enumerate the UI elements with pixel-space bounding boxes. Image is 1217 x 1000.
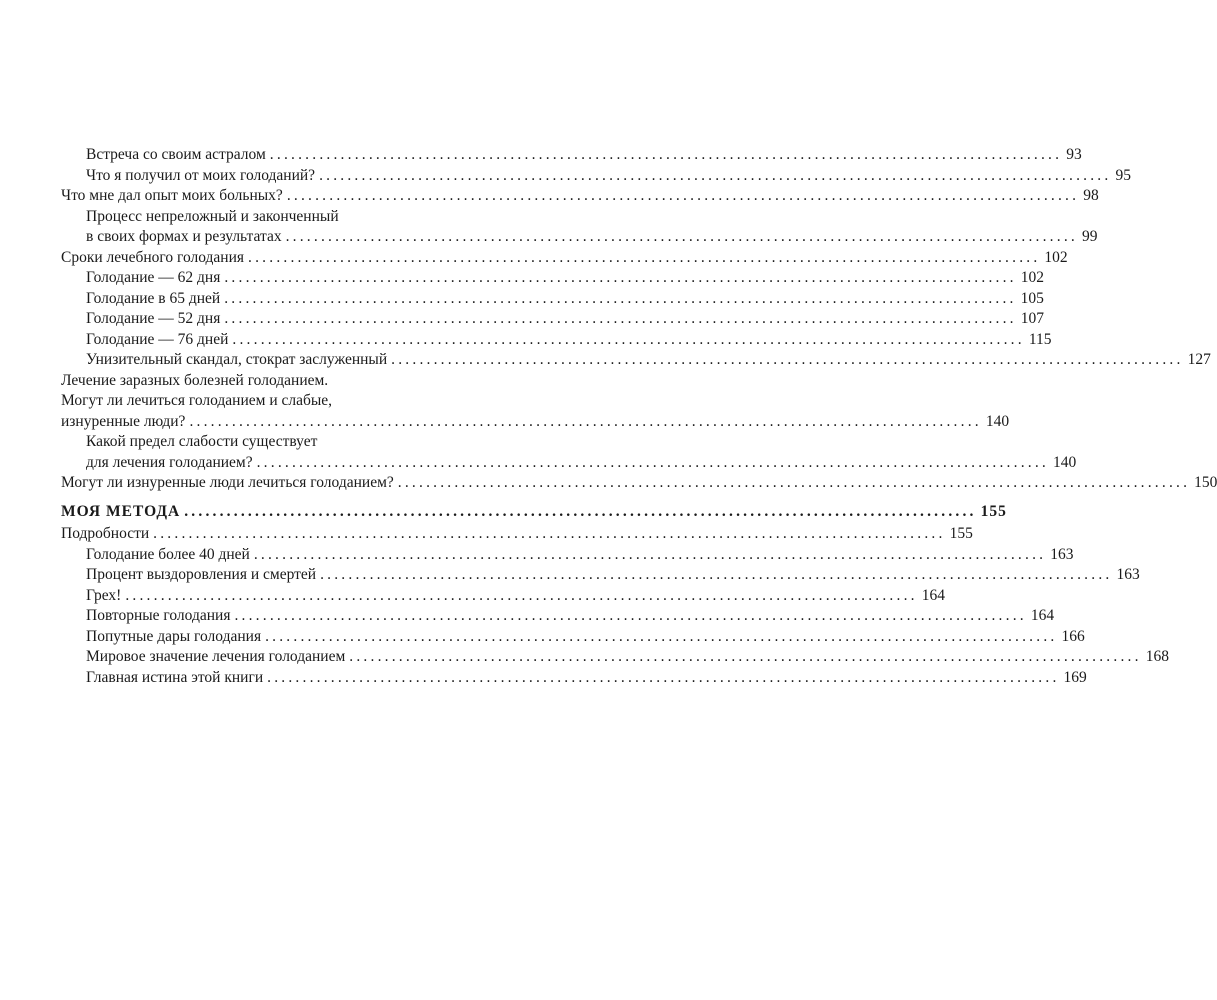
leader-dots: ................................................................................................................ bbox=[189, 412, 982, 430]
toc-entry bbox=[86, 565, 1140, 586]
toc-entry-title: в своих формах и результатах bbox=[86, 228, 282, 245]
toc-entry bbox=[61, 248, 1068, 269]
toc-page-number: 102 bbox=[1020, 269, 1045, 286]
toc-page-number: 164 bbox=[921, 586, 945, 604]
toc-entry-title: Подробности bbox=[61, 525, 150, 542]
toc-entry-title: Могут ли изнуренные люди лечиться голоданием? bbox=[61, 474, 394, 491]
toc-entry-title: Голодание в 65 дней bbox=[86, 289, 221, 307]
toc-page-number: 155 bbox=[949, 525, 973, 542]
toc-entry-title: Могут ли лечиться голоданием и слабые, bbox=[61, 392, 333, 409]
toc-entry bbox=[86, 432, 1077, 473]
toc-entry-title: Какой предел слабости существует bbox=[86, 433, 318, 450]
toc-entry bbox=[86, 350, 1211, 371]
toc-page-number: 166 bbox=[1061, 627, 1085, 645]
toc-page-number: 140 bbox=[1053, 453, 1077, 471]
toc-entry bbox=[86, 627, 1085, 648]
toc-page-number: 98 bbox=[1083, 187, 1099, 204]
toc-entry-title: Голодание — 62 дня bbox=[86, 269, 221, 286]
toc-page-number: 127 bbox=[1187, 351, 1211, 368]
toc-entry-title: Попутные дары голодания bbox=[86, 627, 262, 645]
toc-entry bbox=[86, 606, 1055, 627]
leader-dots: ................................................................................................................ bbox=[319, 166, 1112, 184]
leader-dots: ................................................................................................................ bbox=[248, 248, 1041, 266]
toc-entry-title: Мировое значение лечения голоданием bbox=[86, 648, 346, 665]
leader-dots: ................................................................................................................ bbox=[269, 146, 1063, 163]
leader-dots: ................................................................................................................ bbox=[224, 269, 1017, 286]
leader-dots: ................................................................................................................ bbox=[286, 187, 1080, 204]
leader-dots: ................................................................................................................ bbox=[153, 525, 946, 542]
leader-dots: ................................................................................................................ bbox=[391, 351, 1184, 368]
toc-entry bbox=[86, 207, 1098, 248]
toc-entry-title: Грех! bbox=[86, 586, 122, 604]
leader-dots: ................................................................................................................ bbox=[397, 474, 1191, 491]
leader-dots: ................................................................................................................ bbox=[184, 503, 977, 520]
toc-page-number: 155 bbox=[980, 503, 1007, 520]
leader-dots: ................................................................................................................ bbox=[232, 330, 1025, 348]
toc-page-number: 168 bbox=[1145, 648, 1169, 665]
toc-page-number: 105 bbox=[1020, 289, 1044, 307]
leader-dots: ................................................................................................................ bbox=[256, 453, 1050, 471]
toc-entry-title: Унизительный скандал, стократ заслуженный bbox=[86, 351, 388, 368]
toc-entry bbox=[86, 647, 1169, 668]
toc-entry-title: Процесс непреложный и законченный bbox=[86, 207, 339, 225]
toc-page-number: 99 bbox=[1081, 228, 1098, 245]
toc-entry bbox=[86, 309, 1045, 330]
leader-dots: ................................................................................................................ bbox=[285, 228, 1078, 245]
toc-page-number: 163 bbox=[1116, 566, 1140, 583]
toc-entry-title: Голодание — 76 дней bbox=[86, 330, 229, 348]
toc-page-number: 164 bbox=[1030, 607, 1055, 624]
toc-page-number: 169 bbox=[1063, 668, 1087, 686]
toc-entry-title: Голодание более 40 дней bbox=[86, 545, 250, 563]
toc-page-number: 102 bbox=[1044, 248, 1068, 266]
toc-entry bbox=[86, 268, 1045, 289]
toc-entry-title: Повторные голодания bbox=[86, 607, 231, 624]
toc-entry bbox=[61, 186, 1099, 207]
leader-dots: ................................................................................................................ bbox=[265, 627, 1058, 645]
toc-entry-title: изнуренные люди? bbox=[61, 412, 186, 430]
leader-dots: ................................................................................................................ bbox=[224, 289, 1017, 307]
toc-entry bbox=[86, 586, 945, 607]
toc-entry-title: Сроки лечебного голодания bbox=[61, 248, 245, 266]
leader-dots: ................................................................................................................ bbox=[125, 586, 918, 604]
toc-entry-title: Лечение заразных болезней голоданием. bbox=[61, 371, 329, 389]
toc-page-number: 163 bbox=[1050, 545, 1074, 563]
toc-page-number: 93 bbox=[1066, 146, 1082, 163]
toc-entry bbox=[86, 166, 1131, 187]
toc-section-heading bbox=[61, 502, 1007, 523]
leader-dots: ................................................................................................................ bbox=[267, 668, 1060, 686]
toc-entry-title: Главная истина этой книги bbox=[86, 668, 264, 686]
section-heading-title: МОЯ МЕТОДА bbox=[61, 503, 181, 520]
leader-dots: ................................................................................................................ bbox=[320, 566, 1113, 583]
leader-dots: ................................................................................................................ bbox=[253, 545, 1047, 563]
toc-entry-title: Что мне дал опыт моих больных? bbox=[61, 187, 283, 204]
toc-entry bbox=[86, 330, 1052, 351]
toc-entry bbox=[86, 545, 1074, 566]
toc-page-number: 107 bbox=[1020, 310, 1045, 327]
toc-page-number: 115 bbox=[1028, 330, 1052, 348]
toc-entry bbox=[86, 145, 1082, 166]
toc-entry bbox=[86, 289, 1044, 310]
toc-entry-title: Что я получил от моих голоданий? bbox=[86, 166, 316, 184]
leader-dots: ................................................................................................................ bbox=[349, 648, 1142, 665]
toc-entry-title: Процент выздоровления и смертей bbox=[86, 566, 317, 583]
toc-entry bbox=[86, 668, 1087, 689]
leader-dots: ................................................................................................................ bbox=[224, 310, 1017, 327]
toc-entry bbox=[61, 473, 1217, 494]
toc-page-number: 95 bbox=[1115, 166, 1131, 184]
toc-entry-title: для лечения голоданием? bbox=[86, 453, 253, 471]
toc-entry-title: Встреча со своим астралом bbox=[86, 146, 266, 163]
leader-dots: ................................................................................................................ bbox=[234, 607, 1027, 624]
toc-page-number: 150 bbox=[1194, 474, 1217, 491]
toc-entry bbox=[61, 371, 1010, 433]
toc-entry bbox=[61, 524, 973, 545]
toc-entry-title: Голодание — 52 дня bbox=[86, 310, 221, 327]
toc-page-number: 140 bbox=[985, 412, 1010, 430]
